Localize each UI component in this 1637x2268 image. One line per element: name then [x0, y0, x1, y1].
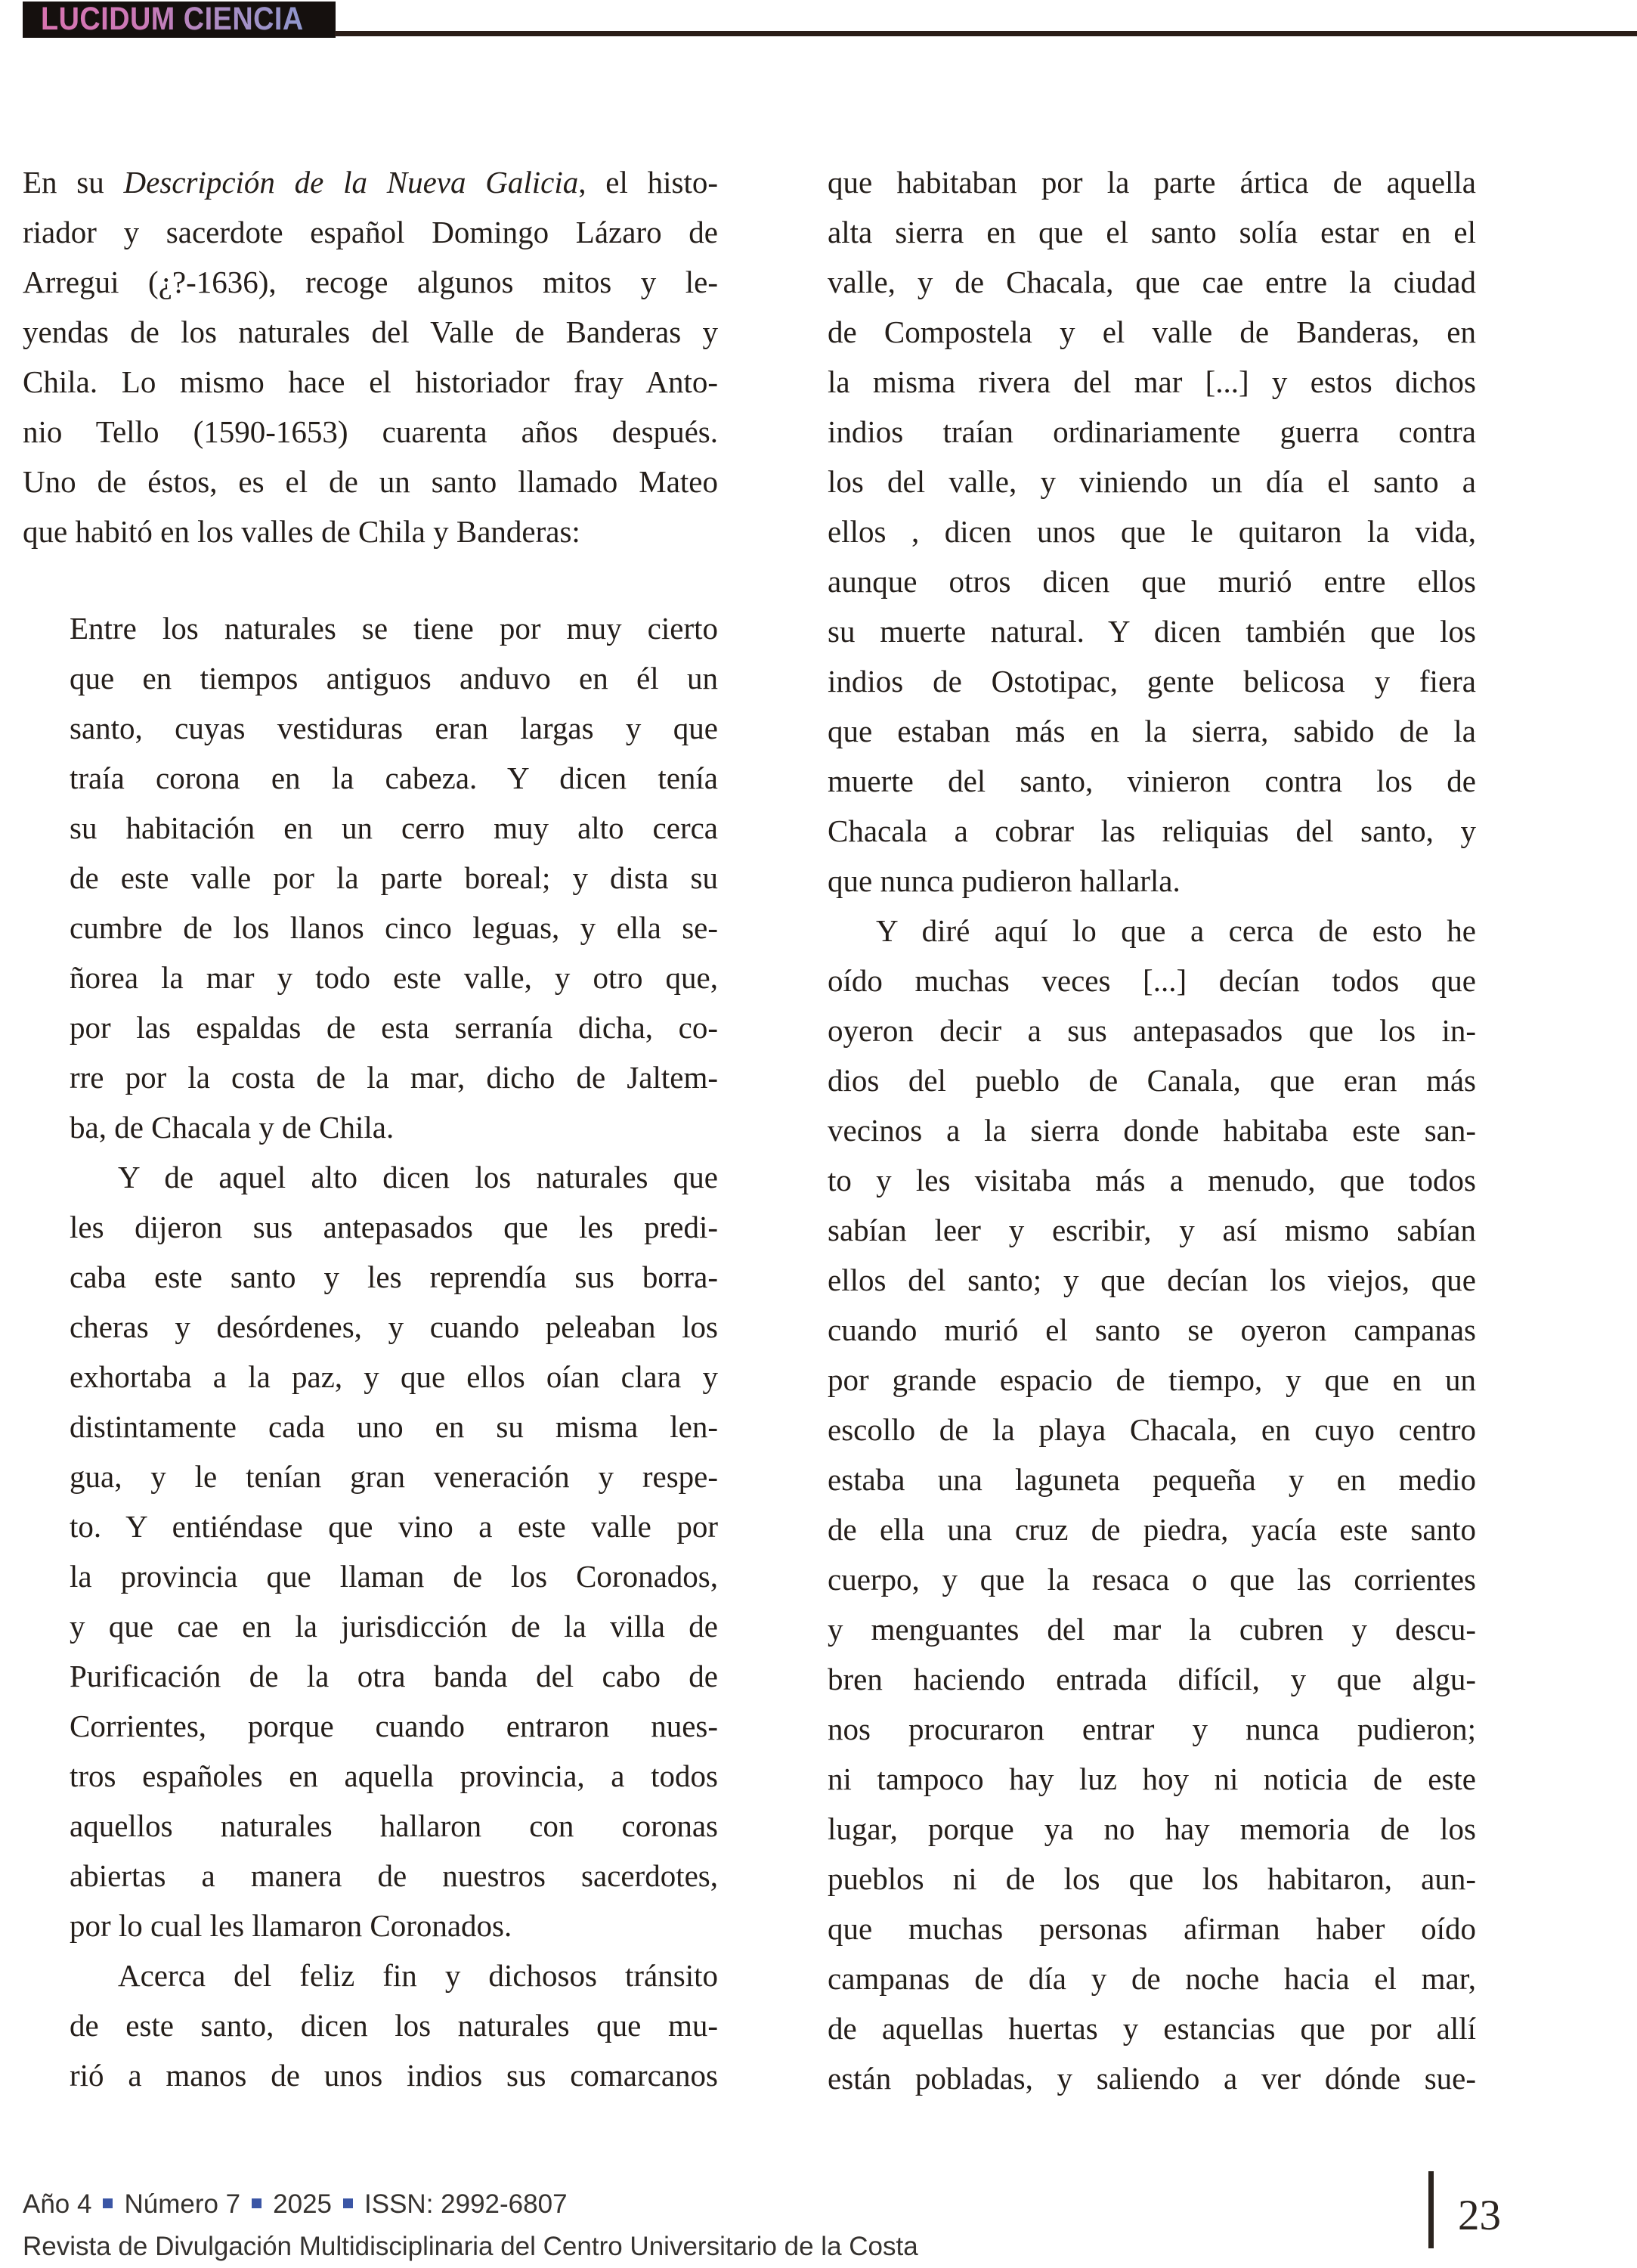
separator-square-icon — [343, 2198, 353, 2208]
page-number-rule — [1428, 2171, 1434, 2248]
page-number-block — [1428, 2171, 1501, 2248]
text-line: los del valle, y viniendo un día el santo a — [828, 464, 1476, 499]
text-line: cuando murió el santo se oyeron campanas — [828, 1312, 1476, 1347]
separator-square-icon — [103, 2198, 113, 2208]
text-line: Entre los naturales se tiene por muy cierto — [70, 611, 718, 646]
footer-meta-item: Año 4 — [23, 2189, 92, 2219]
text-line: de Compostela y el valle de Banderas, en — [828, 314, 1476, 349]
footer — [23, 2183, 918, 2268]
text-line: gua, y le tenían gran veneración y respe- — [70, 1459, 718, 1494]
text-line: cheras y desórdenes, y cuando peleaban los — [70, 1309, 718, 1344]
footer-meta-item: 2025 — [273, 2189, 333, 2219]
text-line: cuerpo, y que la resaca o que las corrientes — [828, 1562, 1476, 1597]
text-line: distintamente cada uno en su misma len- — [70, 1409, 718, 1444]
text-line: la misma rivera del mar [...] y estos dichos — [828, 364, 1476, 399]
text-line: pueblos ni de los que los habitaron, aun- — [828, 1861, 1476, 1896]
footer-meta-item: ISSN: 2992-6807 — [364, 2189, 568, 2219]
text-line: santo, cuyas vestiduras eran largas y que — [70, 711, 718, 745]
text-line: rió a manos de unos indios sus comarcanos — [70, 2058, 718, 2093]
text-line: Y diré aquí lo que a cerca de esto he — [876, 913, 1476, 948]
text-line: abiertas a manera de nuestros sacerdotes, — [70, 1858, 718, 1893]
text-line: ñorea la mar y todo este valle, y otro que, — [70, 960, 718, 995]
text-line: y que cae en la jurisdicción de la villa de — [70, 1609, 718, 1644]
text-line: bren haciendo entrada difícil, y que algu- — [828, 1662, 1476, 1696]
quoted-paragraph — [23, 1152, 718, 1950]
text-line: yendas de los naturales del Valle de Banderas y — [23, 314, 718, 349]
text-line: de este valle por la parte boreal; y dista su — [70, 860, 718, 895]
text-line: su muerte natural. Y dicen también que los — [828, 614, 1476, 649]
text-line: que nunca pudieron hallarla. — [828, 863, 1181, 898]
text-line: muerte del santo, vinieron contra los de — [828, 764, 1476, 798]
text-line: ba, de Chacala y de Chila. — [70, 1110, 395, 1145]
quoted-paragraph — [781, 906, 1476, 2103]
text-line: y menguantes del mar la cubren y descu- — [828, 1612, 1476, 1647]
text-line: riador y sacerdote español Domingo Lázaro de — [23, 215, 718, 249]
text-line: lugar, porque ya no hay memoria de los — [828, 1811, 1476, 1846]
header-rule — [335, 31, 1637, 36]
text-line: estaba una laguneta pequeña y en medio — [828, 1462, 1476, 1497]
quoted-paragraph — [23, 1950, 718, 2100]
text-line: campanas de día y de noche hacia el mar, — [828, 1961, 1476, 1996]
text-line: oído muchas veces [...] decían todos que — [828, 963, 1476, 998]
text-line: Acerca del feliz fin y dichosos tránsito — [118, 1958, 718, 1993]
text-line: nio Tello (1590-1653) cuarenta años después. — [23, 414, 718, 449]
text-line: por las espaldas de esta serranía dicha, co- — [70, 1010, 718, 1045]
text-line: Corrientes, porque cuando entraron nues- — [70, 1709, 718, 1743]
page-number: 23 — [1458, 2191, 1501, 2239]
text-line: nos procuraron entrar y nunca pudieron; — [828, 1712, 1476, 1746]
text-line: oyeron decir a sus antepasados que los in- — [828, 1013, 1476, 1048]
text-line: que estaban más en la sierra, sabido de la — [828, 714, 1476, 748]
text-line: aunque otros dicen que murió entre ellos — [828, 564, 1476, 599]
text-line: aquellos naturales hallaron con coronas — [70, 1808, 718, 1843]
text-line: su habitación en un cerro muy alto cerca — [70, 810, 718, 845]
text-line: caba este santo y les reprendía sus borra- — [70, 1259, 718, 1294]
quoted-paragraph — [781, 157, 1476, 906]
paragraph — [23, 157, 718, 556]
text-line: Chacala a cobrar las reliquias del santo, y — [828, 813, 1476, 848]
text-line: ellos , dicen unos que le quitaron la vida, — [828, 514, 1476, 549]
text-line: En su Descripción de la Nueva Galicia, el histo- — [23, 165, 718, 200]
text-line: de aquellas huertas y estancias que por allí — [828, 2011, 1476, 2046]
text-line: les dijeron sus antepasados que les predi- — [70, 1210, 718, 1244]
quoted-paragraph — [23, 603, 718, 1152]
text-line: de este santo, dicen los naturales que mu- — [70, 2008, 718, 2043]
text-line: traía corona en la cabeza. Y dicen tenía — [70, 761, 718, 795]
text-line: por grande espacio de tiempo, y que en un — [828, 1362, 1476, 1397]
text-line: que en tiempos antiguos anduvo en él un — [70, 661, 718, 696]
text-line: to y les visitaba más a menudo, que todos — [828, 1163, 1476, 1198]
footer-meta-item: Número 7 — [124, 2189, 241, 2219]
text-line: Arregui (¿?-1636), recoge algunos mitos y le- — [23, 265, 718, 299]
journal-banner — [23, 2, 336, 38]
text-line: dios del pueblo de Canala, que eran más — [828, 1063, 1476, 1098]
text-line: la provincia que llaman de los Coronados, — [70, 1559, 718, 1594]
text-line: Chila. Lo mismo hace el historiador fray Anto- — [23, 364, 718, 399]
text-line: que muchas personas afirman haber oído — [828, 1911, 1476, 1946]
text-line: están pobladas, y saliendo a ver dónde sue- — [828, 2061, 1476, 2096]
footer-meta-line — [23, 2183, 918, 2226]
journal-brand: LUCIDUM CIENCIA — [41, 1, 304, 38]
text-line: ni tampoco hay luz hoy ni noticia de este — [828, 1761, 1476, 1796]
text-line: exhortaba a la paz, y que ellos oían clara y — [70, 1359, 718, 1394]
text-line: to. Y entiéndase que vino a este valle por — [70, 1509, 718, 1544]
text-line: tros españoles en aquella provincia, a todos — [70, 1758, 718, 1793]
text-line: rre por la costa de la mar, dicho de Jaltem- — [70, 1060, 718, 1095]
journal-name: Revista de Divulgación Multidisciplinaria del Centro Universitario de la Costa — [23, 2232, 918, 2261]
text-line: sabían leer y escribir, y así mismo sabían — [828, 1213, 1476, 1247]
text-line: Purificación de la otra banda del cabo de — [70, 1659, 718, 1693]
text-line: Y de aquel alto dicen los naturales que — [118, 1160, 718, 1194]
text-column-right — [781, 157, 1476, 2103]
text-line: de ella una cruz de piedra, yacía este santo — [828, 1512, 1476, 1547]
text-line: indios de Ostotipac, gente belicosa y fiera — [828, 664, 1476, 699]
text-line: escollo de la playa Chacala, en cuyo centro — [828, 1412, 1476, 1447]
text-line: alta sierra en que el santo solía estar en el — [828, 215, 1476, 249]
text-line: Uno de éstos, es el de un santo llamado Mateo — [23, 464, 718, 499]
text-line: valle, y de Chacala, que cae entre la ciudad — [828, 265, 1476, 299]
text-line: que habitó en los valles de Chila y Banderas: — [23, 514, 580, 549]
text-column-left — [23, 157, 718, 2100]
text-line: cumbre de los llanos cinco leguas, y ella se- — [70, 910, 718, 945]
text-line: indios traían ordinariamente guerra contra — [828, 414, 1476, 449]
text-line: que habitaban por la parte ártica de aquella — [828, 165, 1476, 200]
separator-square-icon — [252, 2198, 261, 2208]
text-line: vecinos a la sierra donde habitaba este san- — [828, 1113, 1476, 1148]
text-line: ellos del santo; y que decían los viejos, que — [828, 1263, 1476, 1297]
text-line: por lo cual les llamaron Coronados. — [70, 1908, 512, 1943]
